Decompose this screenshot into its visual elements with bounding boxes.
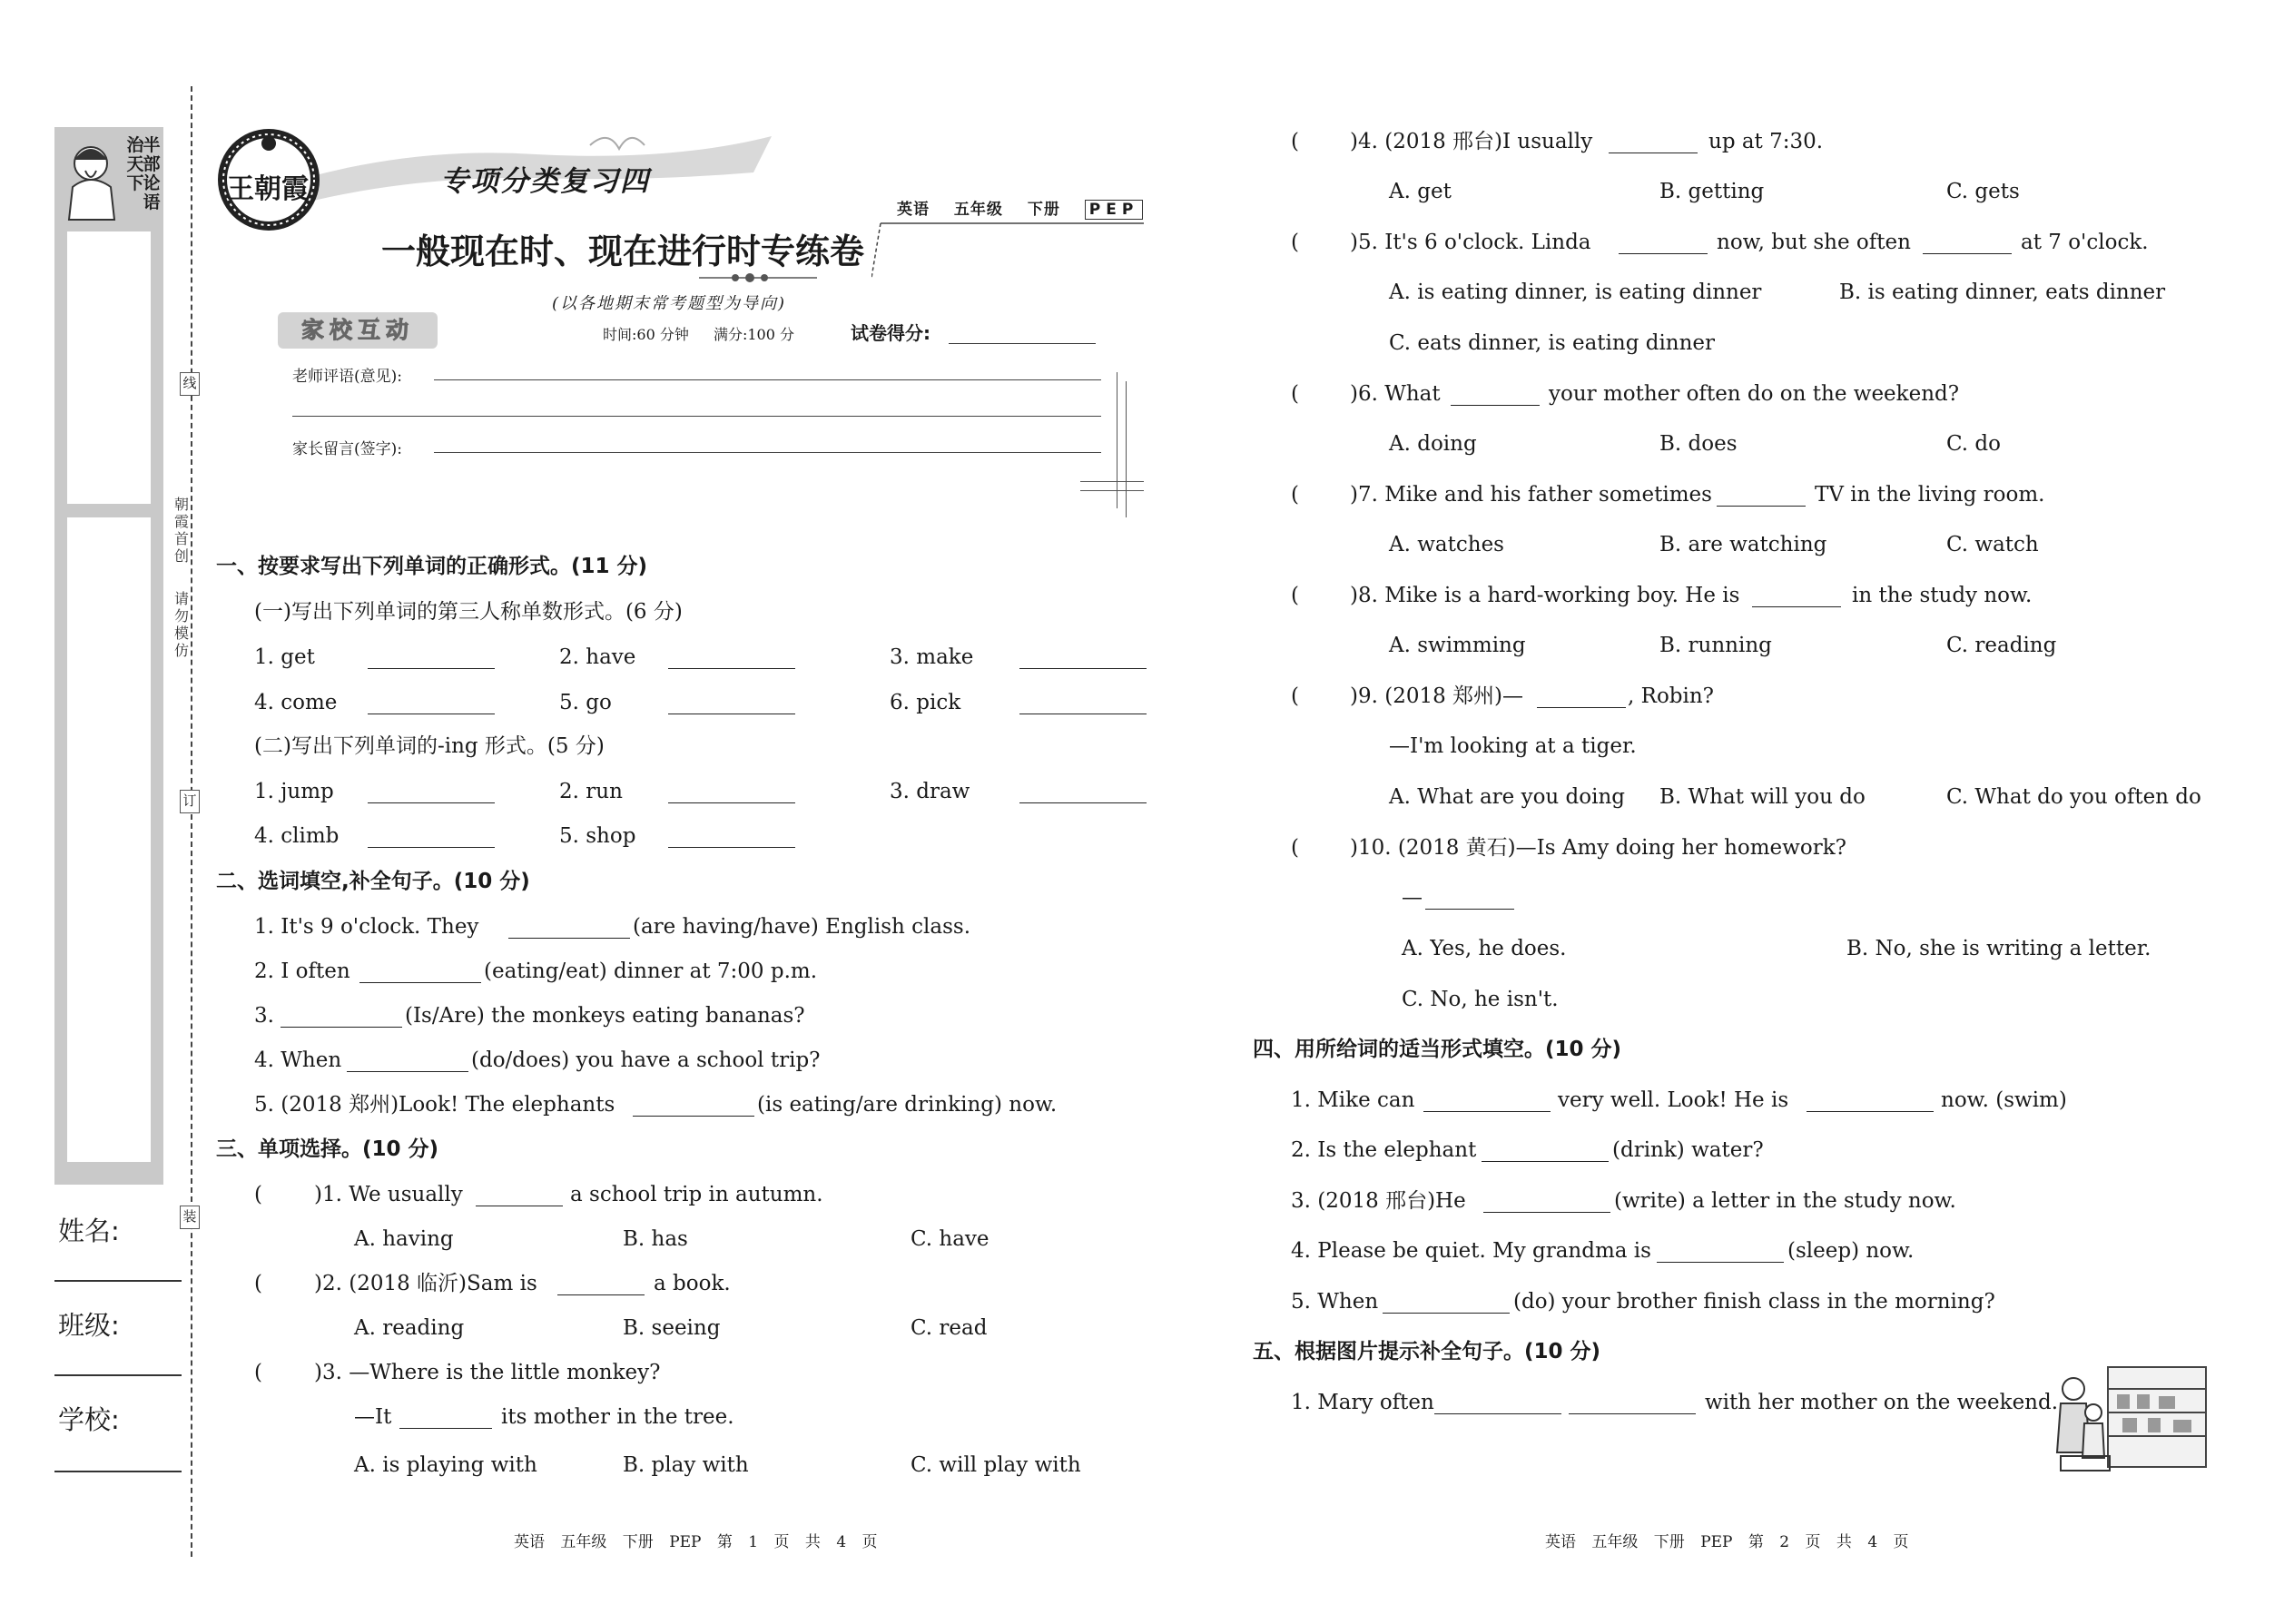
- q3-stem-line2: —It: [354, 1405, 392, 1429]
- answer-blank[interactable]: [1923, 253, 2012, 254]
- part1-item: 2. have: [559, 645, 636, 669]
- part4-item-pre: 1. Mike can: [1291, 1088, 1415, 1112]
- option-a[interactable]: A. reading: [354, 1316, 465, 1340]
- answer-paren[interactable]: (: [1291, 584, 1299, 607]
- answer-blank[interactable]: [281, 1027, 402, 1028]
- part5-item-pre: 1. Mary often: [1291, 1391, 1434, 1414]
- part2-item-post: (Is/Are) the monkeys eating bananas?: [405, 1004, 805, 1028]
- option-a[interactable]: A. is playing with: [354, 1453, 537, 1477]
- answer-blank[interactable]: [668, 847, 795, 848]
- q9-stem-post: , Robin?: [1628, 684, 1715, 708]
- answer-blank[interactable]: [668, 668, 795, 669]
- answer-blank[interactable]: [1483, 1212, 1610, 1213]
- home-school-badge: 家校互动: [278, 312, 438, 349]
- q5-stem: )5. It's 6 o'clock. Linda: [1350, 231, 1591, 254]
- school-field[interactable]: [54, 1471, 182, 1472]
- option-a[interactable]: A. watches: [1389, 533, 1504, 556]
- teacher-comment-label: 老师评语(意见):: [292, 368, 402, 386]
- option-a[interactable]: A. get: [1389, 180, 1452, 203]
- part4-item-mid: very well. Look! He is: [1558, 1088, 1789, 1112]
- answer-blank[interactable]: [1434, 1413, 1561, 1414]
- edition: PEP: [1085, 200, 1144, 220]
- answer-paren[interactable]: (: [254, 1183, 262, 1206]
- part4-heading: 四、用所给词的适当形式填空。(10 分): [1253, 1038, 1622, 1061]
- frame-line: [1080, 481, 1144, 482]
- part4-item-post: (sleep) now.: [1787, 1239, 1915, 1263]
- answer-paren[interactable]: (: [1291, 130, 1299, 153]
- answer-blank[interactable]: [508, 938, 630, 939]
- q10-stem: )10. (2018 黄石)—Is Amy doing her homework?: [1350, 836, 1846, 860]
- answer-blank[interactable]: [1451, 405, 1540, 406]
- grade: 五年级: [953, 201, 1003, 219]
- answer-blank[interactable]: [1537, 707, 1626, 708]
- paper-title: 一般现在时、现在进行时专练卷: [381, 231, 865, 271]
- part2-item-pre: 3.: [254, 1004, 274, 1028]
- part1-item: 3. make: [890, 645, 974, 669]
- option-a[interactable]: A. What are you doing: [1389, 785, 1626, 809]
- paper-subtitle: (以各地期末常考题型为导向): [552, 294, 787, 313]
- option-c[interactable]: C. gets: [1946, 180, 2020, 203]
- brand-name: 王朝霞: [227, 173, 309, 205]
- option-b[interactable]: B. What will you do: [1659, 785, 1866, 809]
- option-c[interactable]: C. What do you often do: [1946, 785, 2201, 809]
- part1-item: 1. jump: [254, 780, 334, 803]
- parent-message-field[interactable]: [434, 452, 1101, 453]
- q3-stem: )3. —Where is the little monkey?: [314, 1361, 661, 1384]
- part4-item-post: (write) a letter in the study now.: [1614, 1189, 1956, 1213]
- answer-blank[interactable]: [1423, 1111, 1551, 1112]
- option-c[interactable]: C. eats dinner, is eating dinner: [1389, 331, 1716, 355]
- q2-stem-post: a book.: [654, 1272, 731, 1295]
- option-b[interactable]: B. seeing: [623, 1316, 721, 1340]
- q8-stem: )8. Mike is a hard-working boy. He is: [1350, 584, 1740, 607]
- answer-blank[interactable]: [557, 1294, 645, 1295]
- q1-stem-post: a school trip in autumn.: [570, 1183, 823, 1206]
- score-field[interactable]: [949, 343, 1096, 344]
- q4-stem-post: up at 7:30.: [1708, 130, 1824, 153]
- option-c[interactable]: C. No, he isn't.: [1402, 988, 1559, 1011]
- part2-item-post: (do/does) you have a school trip?: [471, 1048, 821, 1072]
- part1-item: 4. come: [254, 691, 338, 714]
- part1-item: 3. draw: [890, 780, 970, 803]
- part2-heading: 二、选词填空,补全句子。(10 分): [216, 870, 530, 893]
- answer-paren[interactable]: (: [1291, 684, 1299, 708]
- class-field[interactable]: [54, 1374, 182, 1376]
- part2-item-pre: 5. (2018 郑州)Look! The elephants: [254, 1093, 615, 1117]
- option-a[interactable]: A. is eating dinner, is eating dinner: [1389, 281, 1762, 304]
- answer-blank[interactable]: [668, 802, 795, 803]
- q5-stem-post: at 7 o'clock.: [2021, 231, 2149, 254]
- page-footer-1: 英语 五年级 下册 PEP 第 1 页 共 4 页: [514, 1533, 878, 1551]
- answer-paren[interactable]: (: [254, 1272, 262, 1295]
- answer-blank[interactable]: [1717, 506, 1806, 507]
- part2-item-post: (eating/eat) dinner at 7:00 p.m.: [484, 960, 818, 983]
- answer-blank[interactable]: [1383, 1313, 1510, 1314]
- part1-sub1: (一)写出下列单词的第三人称单数形式。(6 分): [254, 600, 683, 624]
- exam-time: 时间:60 分钟: [603, 326, 689, 343]
- parent-message-label: 家长留言(签字):: [292, 440, 402, 458]
- part1-item: 1. get: [254, 645, 315, 669]
- part4-item-post: now. (swim): [1941, 1088, 2067, 1112]
- answer-blank[interactable]: [1619, 253, 1708, 254]
- page-footer-2: 英语 五年级 下册 PEP 第 2 页 共 4 页: [1545, 1533, 1909, 1551]
- photo-panel-upper: [67, 231, 151, 504]
- part2-item-post: (is eating/are drinking) now.: [757, 1093, 1058, 1117]
- option-c[interactable]: C. reading: [1946, 634, 2057, 657]
- option-a[interactable]: A. Yes, he does.: [1402, 937, 1567, 960]
- option-b[interactable]: B. No, she is writing a letter.: [1846, 937, 2151, 960]
- answer-blank[interactable]: [1752, 606, 1841, 607]
- q10-dash: —: [1402, 886, 1423, 910]
- part2-item-pre: 1. It's 9 o'clock. They: [254, 915, 479, 939]
- binding-strip: [54, 127, 163, 1185]
- exam-meta: [603, 323, 814, 344]
- volume: 下册: [1027, 201, 1060, 219]
- part4-item-pre: 3. (2018 邢台)He: [1291, 1189, 1466, 1213]
- part4-item-post: (drink) water?: [1612, 1138, 1764, 1162]
- option-a[interactable]: A. doing: [1389, 432, 1477, 456]
- vertical-note-original: 朝霞首创: [173, 496, 189, 565]
- part5-item-post: with her mother on the weekend.: [1705, 1391, 2059, 1414]
- part1-item: 6. pick: [890, 691, 961, 714]
- answer-blank[interactable]: [399, 1428, 492, 1429]
- q7-stem-post: TV in the living room.: [1815, 483, 2045, 507]
- vertical-note-no-copy: 请勿模仿: [173, 590, 189, 659]
- answer-paren[interactable]: (: [254, 1361, 262, 1384]
- teacher-comment-field[interactable]: [434, 379, 1101, 380]
- option-c[interactable]: C. will play with: [911, 1453, 1081, 1477]
- q4-stem: )4. (2018 邢台)I usually: [1350, 130, 1593, 153]
- part2-item-post: (are having/have) English class.: [633, 915, 971, 939]
- teacher-comment-field-2[interactable]: [292, 416, 1101, 417]
- part1-heading: 一、按要求写出下列单词的正确形式。(11 分): [216, 555, 648, 578]
- shopping-illustration-icon: [2053, 1362, 2210, 1476]
- answer-paren[interactable]: (: [1291, 382, 1299, 406]
- part1-item: 5. go: [559, 691, 612, 714]
- answer-paren[interactable]: (: [1291, 483, 1299, 507]
- option-b[interactable]: B. play with: [623, 1453, 749, 1477]
- series-title: 专项分类复习四: [440, 165, 650, 198]
- option-b[interactable]: B. is eating dinner, eats dinner: [1839, 281, 2166, 304]
- part4-item-pre: 2. Is the elephant: [1291, 1138, 1477, 1162]
- q7-stem: )7. Mike and his father sometimes: [1350, 483, 1712, 507]
- cut-mark-bind: 订: [180, 790, 200, 813]
- option-c[interactable]: C. have: [911, 1227, 989, 1251]
- class-label: 班级:: [58, 1310, 120, 1341]
- frame-line: [1080, 490, 1144, 491]
- answer-blank[interactable]: [1482, 1161, 1609, 1162]
- option-b[interactable]: B. getting: [1659, 180, 1765, 203]
- score-label: 试卷得分:: [851, 322, 930, 344]
- answer-blank[interactable]: [1019, 802, 1147, 803]
- answer-blank[interactable]: [359, 982, 481, 983]
- cut-mark-line: 线: [180, 372, 200, 396]
- motto-col-2: 半部论语: [143, 135, 161, 212]
- option-a[interactable]: A. swimming: [1389, 634, 1526, 657]
- motto-col-1: 治天下: [126, 135, 144, 193]
- option-b[interactable]: B. are watching: [1659, 533, 1827, 556]
- answer-blank[interactable]: [1569, 1413, 1696, 1414]
- part1-item: 4. climb: [254, 824, 340, 848]
- q9-stem: )9. (2018 郑州)—: [1350, 684, 1524, 708]
- q3-stem-post: its mother in the tree.: [501, 1405, 734, 1429]
- option-c[interactable]: C. watch: [1946, 533, 2039, 556]
- cut-line: [191, 86, 192, 1557]
- part4-item-pre: 5. When: [1291, 1290, 1379, 1314]
- title-dots: [699, 269, 817, 287]
- part1-item: 2. run: [559, 780, 623, 803]
- q5-stem-mid: now, but she often: [1717, 231, 1911, 254]
- part2-item-pre: 4. When: [254, 1048, 342, 1072]
- part3-heading: 三、单项选择。(10 分): [216, 1137, 439, 1161]
- answer-blank[interactable]: [633, 1116, 754, 1117]
- photo-panel-lower: [67, 517, 151, 1162]
- answer-blank[interactable]: [368, 802, 495, 803]
- option-a[interactable]: A. having: [354, 1227, 454, 1251]
- part1-sub2: (二)写出下列单词的-ing 形式。(5 分): [254, 734, 605, 758]
- part2-item-pre: 2. I often: [254, 960, 350, 983]
- name-label: 姓名:: [58, 1216, 120, 1246]
- cut-mark-mount: 装: [180, 1206, 200, 1229]
- answer-paren[interactable]: (: [1291, 836, 1299, 860]
- answer-blank[interactable]: [368, 847, 495, 848]
- option-c[interactable]: C. read: [911, 1316, 988, 1340]
- name-field[interactable]: [54, 1280, 182, 1282]
- q8-stem-post: in the study now.: [1852, 584, 2033, 607]
- header-divider: [871, 214, 1153, 296]
- answer-blank[interactable]: [1425, 909, 1514, 910]
- part1-item: 5. shop: [559, 824, 636, 848]
- option-c[interactable]: C. do: [1946, 432, 2001, 456]
- q2-stem: )2. (2018 临沂)Sam is: [314, 1272, 537, 1295]
- answer-blank[interactable]: [1657, 1262, 1784, 1263]
- subject: 英语: [897, 201, 930, 219]
- option-b[interactable]: B. does: [1659, 432, 1738, 456]
- answer-blank[interactable]: [1019, 668, 1147, 669]
- q6-stem-post: your mother often do on the weekend?: [1549, 382, 1960, 406]
- q9-stem-line2: —I'm looking at a tiger.: [1389, 734, 1637, 758]
- answer-blank[interactable]: [347, 1071, 468, 1072]
- answer-blank[interactable]: [1807, 1111, 1934, 1112]
- option-b[interactable]: B. running: [1659, 634, 1772, 657]
- part5-heading: 五、根据图片提示补全句子。(10 分): [1253, 1340, 1601, 1363]
- q1-stem: )1. We usually: [314, 1183, 463, 1206]
- frame-line: [1126, 381, 1127, 517]
- answer-blank[interactable]: [368, 668, 495, 669]
- full-score: 满分:100 分: [713, 326, 794, 343]
- school-label: 学校:: [58, 1404, 120, 1435]
- part4-item-post: (do) your brother finish class in the morning?: [1513, 1290, 1995, 1314]
- option-b[interactable]: B. has: [623, 1227, 688, 1251]
- answer-paren[interactable]: (: [1291, 231, 1299, 254]
- part4-item-pre: 4. Please be quiet. My grandma is: [1291, 1239, 1651, 1263]
- q6-stem: )6. What: [1350, 382, 1441, 406]
